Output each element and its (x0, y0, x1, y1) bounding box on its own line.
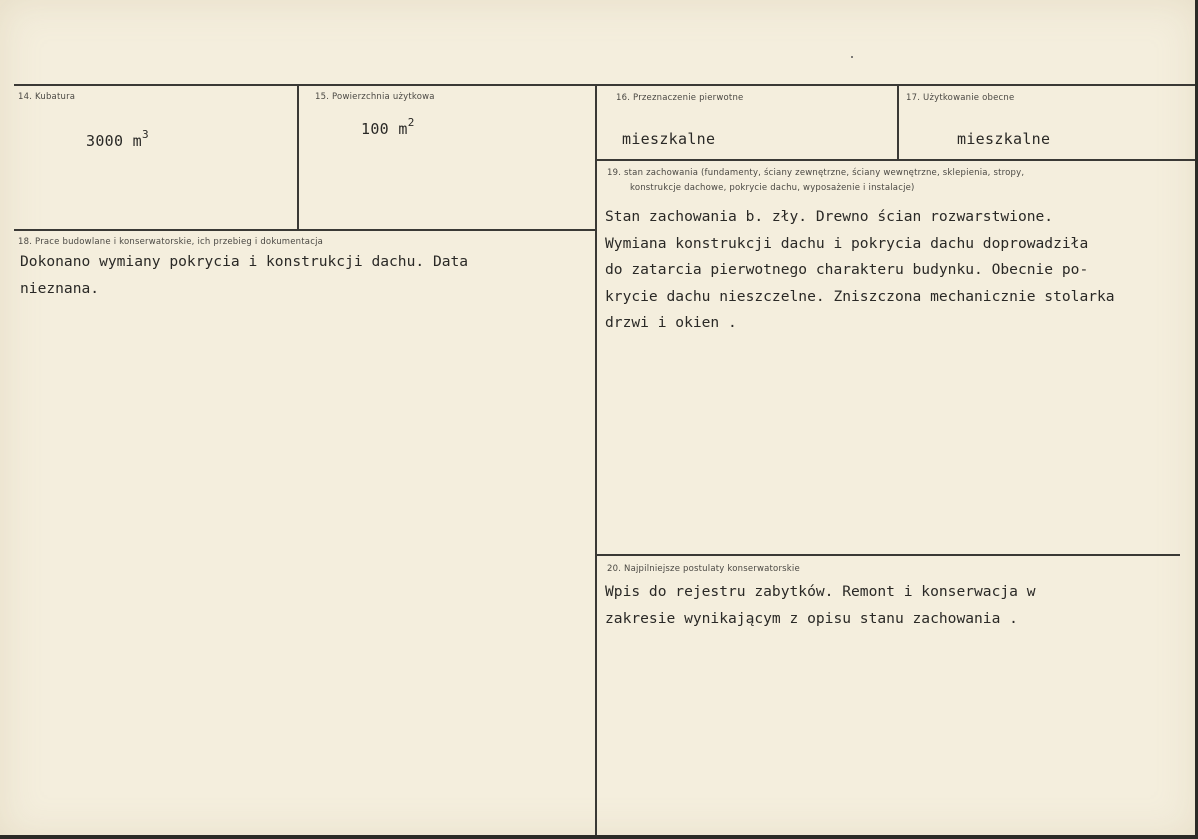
field-15-exponent: 2 (407, 116, 415, 129)
field-14-unit: m (132, 132, 143, 150)
field-19-line: drzwi i okien . (605, 314, 737, 332)
field-20-text (605, 579, 1036, 632)
field-19-line: Wymiana konstrukcji dachu i pokrycia dachu doprowadziła (605, 234, 1089, 252)
field-20-label: 20. Najpilniejsze postulaty konserwatorskie (607, 564, 800, 574)
field-15-label: 15. Powierzchnia użytkowa (315, 92, 435, 102)
top-border-line (14, 84, 1198, 86)
field-19-label-line1: 19. stan zachowania (fundamenty, ściany zewnętrzne, ściany wewnętrzne, sklepienia, stropy, (607, 168, 1025, 178)
field-19-line: do zatarcia pierwotnego charakteru budynku. Obecnie po- (605, 261, 1089, 279)
field-20-line: Wpis do rejestru zabytków. Remont i konserwacja w (605, 583, 1036, 600)
field-18-line: nieznana. (20, 279, 100, 297)
field-19-label-line2: konstrukcje dachowe, pokrycie dachu, wyposażenie i instalacje) (630, 183, 915, 193)
field-18-text (20, 249, 468, 302)
field-16-label: 16. Przeznaczenie pierwotne (616, 93, 744, 103)
divider-14-15 (297, 86, 299, 230)
field-15-value (361, 118, 415, 138)
field-14-exponent: 3 (142, 128, 149, 141)
field-20-line: zakresie wynikającym z opisu stanu zachowania . (605, 609, 1018, 627)
field-19-text (605, 204, 1115, 337)
field-14-label: 14. Kubatura (18, 92, 76, 102)
field-19-line: krycie dachu nieszczelne. Zniszczona mechanicznie stolarka (605, 287, 1115, 305)
field-18-label: 18. Prace budowlane i konserwatorskie, ich przebieg i dokumentacja (18, 237, 324, 247)
divider-16-17 (897, 86, 899, 159)
field-17-value: mieszkalne (957, 130, 1051, 148)
field-16-value: mieszkalne (622, 130, 716, 148)
field-19-line: Stan zachowania b. zły. Drewno ścian rozwarstwione. (605, 208, 1054, 225)
speck (851, 56, 853, 58)
field-17-label: 17. Użytkowanie obecne (906, 93, 1015, 103)
main-divider (595, 86, 597, 839)
line-above-20 (597, 554, 1180, 556)
card-edge-bottom (0, 835, 1198, 839)
field-15-unit: m (398, 120, 408, 138)
field-18-line: Dokonano wymiany pokrycia i konstrukcji dachu. Data (20, 253, 469, 270)
field-15-number: 100 (361, 120, 389, 138)
line-below-16-17 (597, 159, 1198, 161)
field-14-number: 3000 (86, 132, 124, 150)
line-below-14-15 (14, 229, 597, 231)
field-14-value (86, 130, 149, 150)
